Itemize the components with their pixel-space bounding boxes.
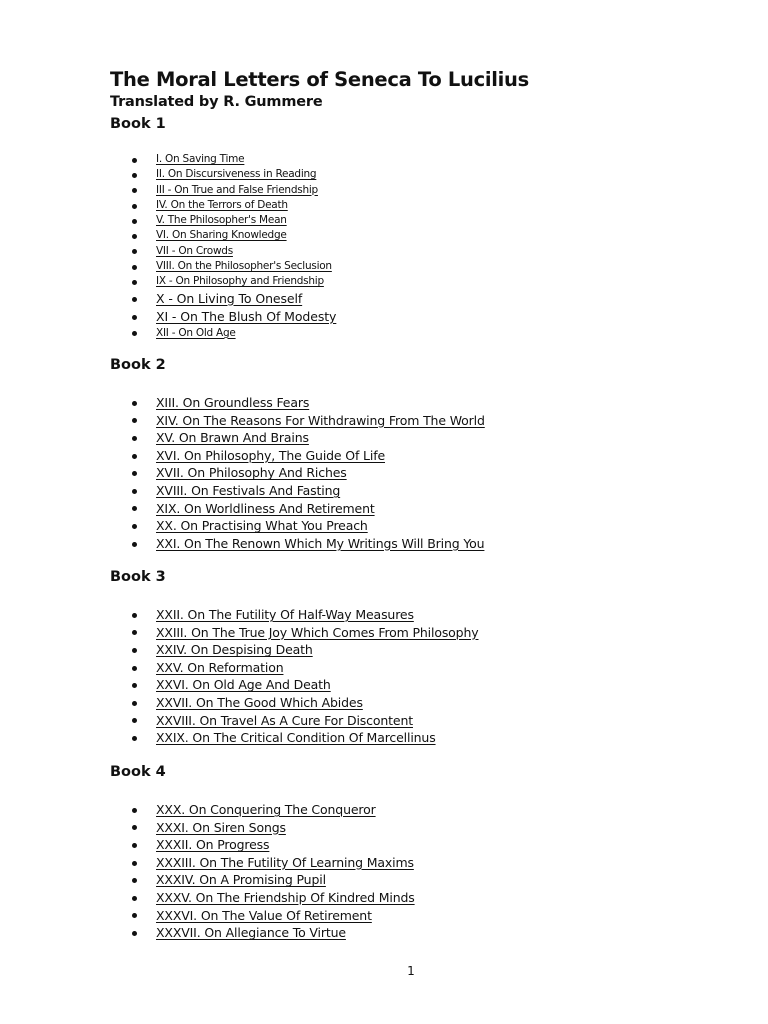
- list-item: [130, 801, 415, 819]
- list-item: [130, 641, 478, 659]
- bullet-icon: [132, 843, 137, 848]
- letter-link[interactable]: XXXIV. On A Promising Pupil: [156, 872, 326, 888]
- letter-link[interactable]: XXXVI. On The Value Of Retirement: [156, 907, 372, 923]
- list-item: [130, 259, 336, 274]
- bullet-icon: [132, 861, 137, 866]
- bullet-icon: [132, 808, 137, 813]
- bullet-icon: [132, 436, 137, 441]
- book-4-letter-list: [130, 801, 415, 942]
- list-item: [130, 429, 485, 447]
- bullet-icon: [132, 913, 137, 918]
- book-3-heading: Book 3: [110, 569, 166, 585]
- letter-link[interactable]: XIII. On Groundless Fears: [156, 395, 310, 410]
- bullet-icon: [132, 454, 137, 459]
- bullet-icon: [132, 506, 137, 511]
- list-item: [130, 624, 478, 642]
- letter-link[interactable]: XXXV. On The Friendship Of Kindred Minds: [156, 889, 415, 905]
- list-item: [130, 712, 478, 730]
- document-title: The Moral Letters of Seneca To Lucilius: [110, 68, 529, 91]
- letter-link[interactable]: XI - On The Blush Of Modesty: [156, 308, 337, 324]
- bullet-icon: [132, 701, 137, 706]
- bullet-icon: [132, 188, 137, 193]
- letter-link[interactable]: XXXII. On Progress: [156, 837, 270, 853]
- letter-link[interactable]: XXXVII. On Allegiance To Virtue: [156, 925, 346, 941]
- book-2-heading: Book 2: [110, 357, 166, 373]
- list-item: [130, 394, 485, 412]
- bullet-icon: [132, 401, 137, 406]
- bullet-icon: [132, 418, 137, 423]
- list-item: [130, 854, 415, 872]
- letter-link[interactable]: I. On Saving Time: [156, 153, 245, 165]
- book-2-letter-list: [130, 394, 485, 552]
- letter-link[interactable]: XXIX. On The Critical Condition Of Marcellinus: [156, 730, 436, 746]
- bullet-icon: [132, 297, 137, 302]
- bullet-icon: [132, 736, 137, 741]
- bullet-icon: [132, 896, 137, 901]
- letter-link[interactable]: XII - On Old Age: [156, 326, 236, 339]
- letter-link[interactable]: VIII. On the Philosopher's Seclusion: [156, 260, 332, 273]
- letter-link[interactable]: XV. On Brawn And Brains: [156, 430, 309, 446]
- letter-link[interactable]: XVIII. On Festivals And Fasting: [156, 482, 341, 498]
- list-item: [130, 659, 478, 677]
- list-item: [130, 167, 336, 182]
- bullet-icon: [132, 931, 137, 936]
- book-3-letter-list: [130, 606, 478, 747]
- list-item: [130, 729, 478, 747]
- list-item: [130, 308, 336, 326]
- bullet-icon: [132, 219, 137, 224]
- list-item: [130, 198, 336, 213]
- list-item: [130, 183, 336, 198]
- bullet-icon: [132, 666, 137, 671]
- book-1-heading: Book 1: [110, 116, 166, 132]
- letter-link[interactable]: XXX. On Conquering The Conqueror: [156, 802, 376, 817]
- list-item: [130, 836, 415, 854]
- letter-link[interactable]: XXXI. On Siren Songs: [156, 819, 286, 835]
- list-item: [130, 290, 336, 308]
- letter-link[interactable]: XXVI. On Old Age And Death: [156, 677, 331, 693]
- bullet-icon: [132, 204, 137, 209]
- letter-link[interactable]: XIX. On Worldliness And Retirement: [156, 500, 375, 516]
- letter-link[interactable]: XIV. On The Reasons For Withdrawing From The World: [156, 412, 485, 428]
- list-item: [130, 152, 336, 167]
- list-item: [130, 274, 336, 289]
- bullet-icon: [132, 718, 137, 723]
- list-item: [130, 500, 485, 518]
- letter-link[interactable]: VI. On Sharing Knowledge: [156, 229, 287, 242]
- letter-link[interactable]: XXIV. On Despising Death: [156, 642, 313, 658]
- list-item: [130, 213, 336, 228]
- bullet-icon: [132, 630, 137, 635]
- bullet-icon: [132, 878, 137, 883]
- letter-link[interactable]: XXVII. On The Good Which Abides: [156, 694, 363, 710]
- bullet-icon: [132, 173, 137, 178]
- letter-link[interactable]: XXVIII. On Travel As A Cure For Discontent: [156, 712, 413, 728]
- book-4-heading: Book 4: [110, 764, 166, 780]
- page-number: 1: [407, 964, 415, 978]
- letter-link[interactable]: XVII. On Philosophy And Riches: [156, 465, 347, 481]
- book-1-letter-list: [130, 152, 336, 341]
- letter-link[interactable]: III - On True and False Friendship: [156, 183, 318, 196]
- bullet-icon: [132, 471, 137, 476]
- letter-link[interactable]: IX - On Philosophy and Friendship: [156, 275, 324, 288]
- bullet-icon: [132, 249, 137, 254]
- list-item: [130, 464, 485, 482]
- letter-link[interactable]: XVI. On Philosophy, The Guide Of Life: [156, 447, 385, 463]
- letter-link[interactable]: IV. On the Terrors of Death: [156, 198, 288, 211]
- list-item: [130, 228, 336, 243]
- bullet-icon: [132, 683, 137, 688]
- bullet-icon: [132, 489, 137, 494]
- list-item: [130, 606, 478, 624]
- list-item: [130, 447, 485, 465]
- bullet-icon: [132, 158, 137, 163]
- list-item: [130, 924, 415, 942]
- bullet-icon: [132, 315, 137, 320]
- letter-link[interactable]: II. On Discursiveness in Reading: [156, 168, 317, 181]
- bullet-icon: [132, 524, 137, 529]
- bullet-icon: [132, 265, 137, 270]
- letter-link[interactable]: XXII. On The Futility Of Half-Way Measures: [156, 607, 414, 622]
- list-item: [130, 871, 415, 889]
- bullet-icon: [132, 825, 137, 830]
- list-item: [130, 482, 485, 500]
- document-subtitle: Translated by R. Gummere: [110, 94, 323, 110]
- letter-link[interactable]: XX. On Practising What You Preach: [156, 518, 368, 534]
- list-item: [130, 889, 415, 907]
- letter-link[interactable]: XXXIII. On The Futility Of Learning Maxims: [156, 854, 414, 870]
- bullet-icon: [132, 234, 137, 239]
- list-item: [130, 517, 485, 535]
- bullet-icon: [132, 613, 137, 618]
- list-item: [130, 819, 415, 837]
- bullet-icon: [132, 648, 137, 653]
- bullet-icon: [132, 280, 137, 285]
- letter-link[interactable]: X - On Living To Oneself: [156, 290, 303, 306]
- list-item: [130, 907, 415, 925]
- letter-link[interactable]: XXI. On The Renown Which My Writings Will Bring You: [156, 535, 485, 551]
- bullet-icon: [132, 542, 137, 547]
- list-item: [130, 694, 478, 712]
- letter-link[interactable]: XXV. On Reformation: [156, 659, 284, 675]
- list-item: [130, 676, 478, 694]
- list-item: [130, 535, 485, 553]
- letter-link[interactable]: VII - On Crowds: [156, 244, 233, 257]
- list-item: [130, 326, 336, 341]
- list-item: [130, 244, 336, 259]
- letter-link[interactable]: V. The Philosopher's Mean: [156, 214, 287, 227]
- list-item: [130, 412, 485, 430]
- letter-link[interactable]: XXIII. On The True Joy Which Comes From Philosophy: [156, 624, 479, 640]
- bullet-icon: [132, 331, 137, 336]
